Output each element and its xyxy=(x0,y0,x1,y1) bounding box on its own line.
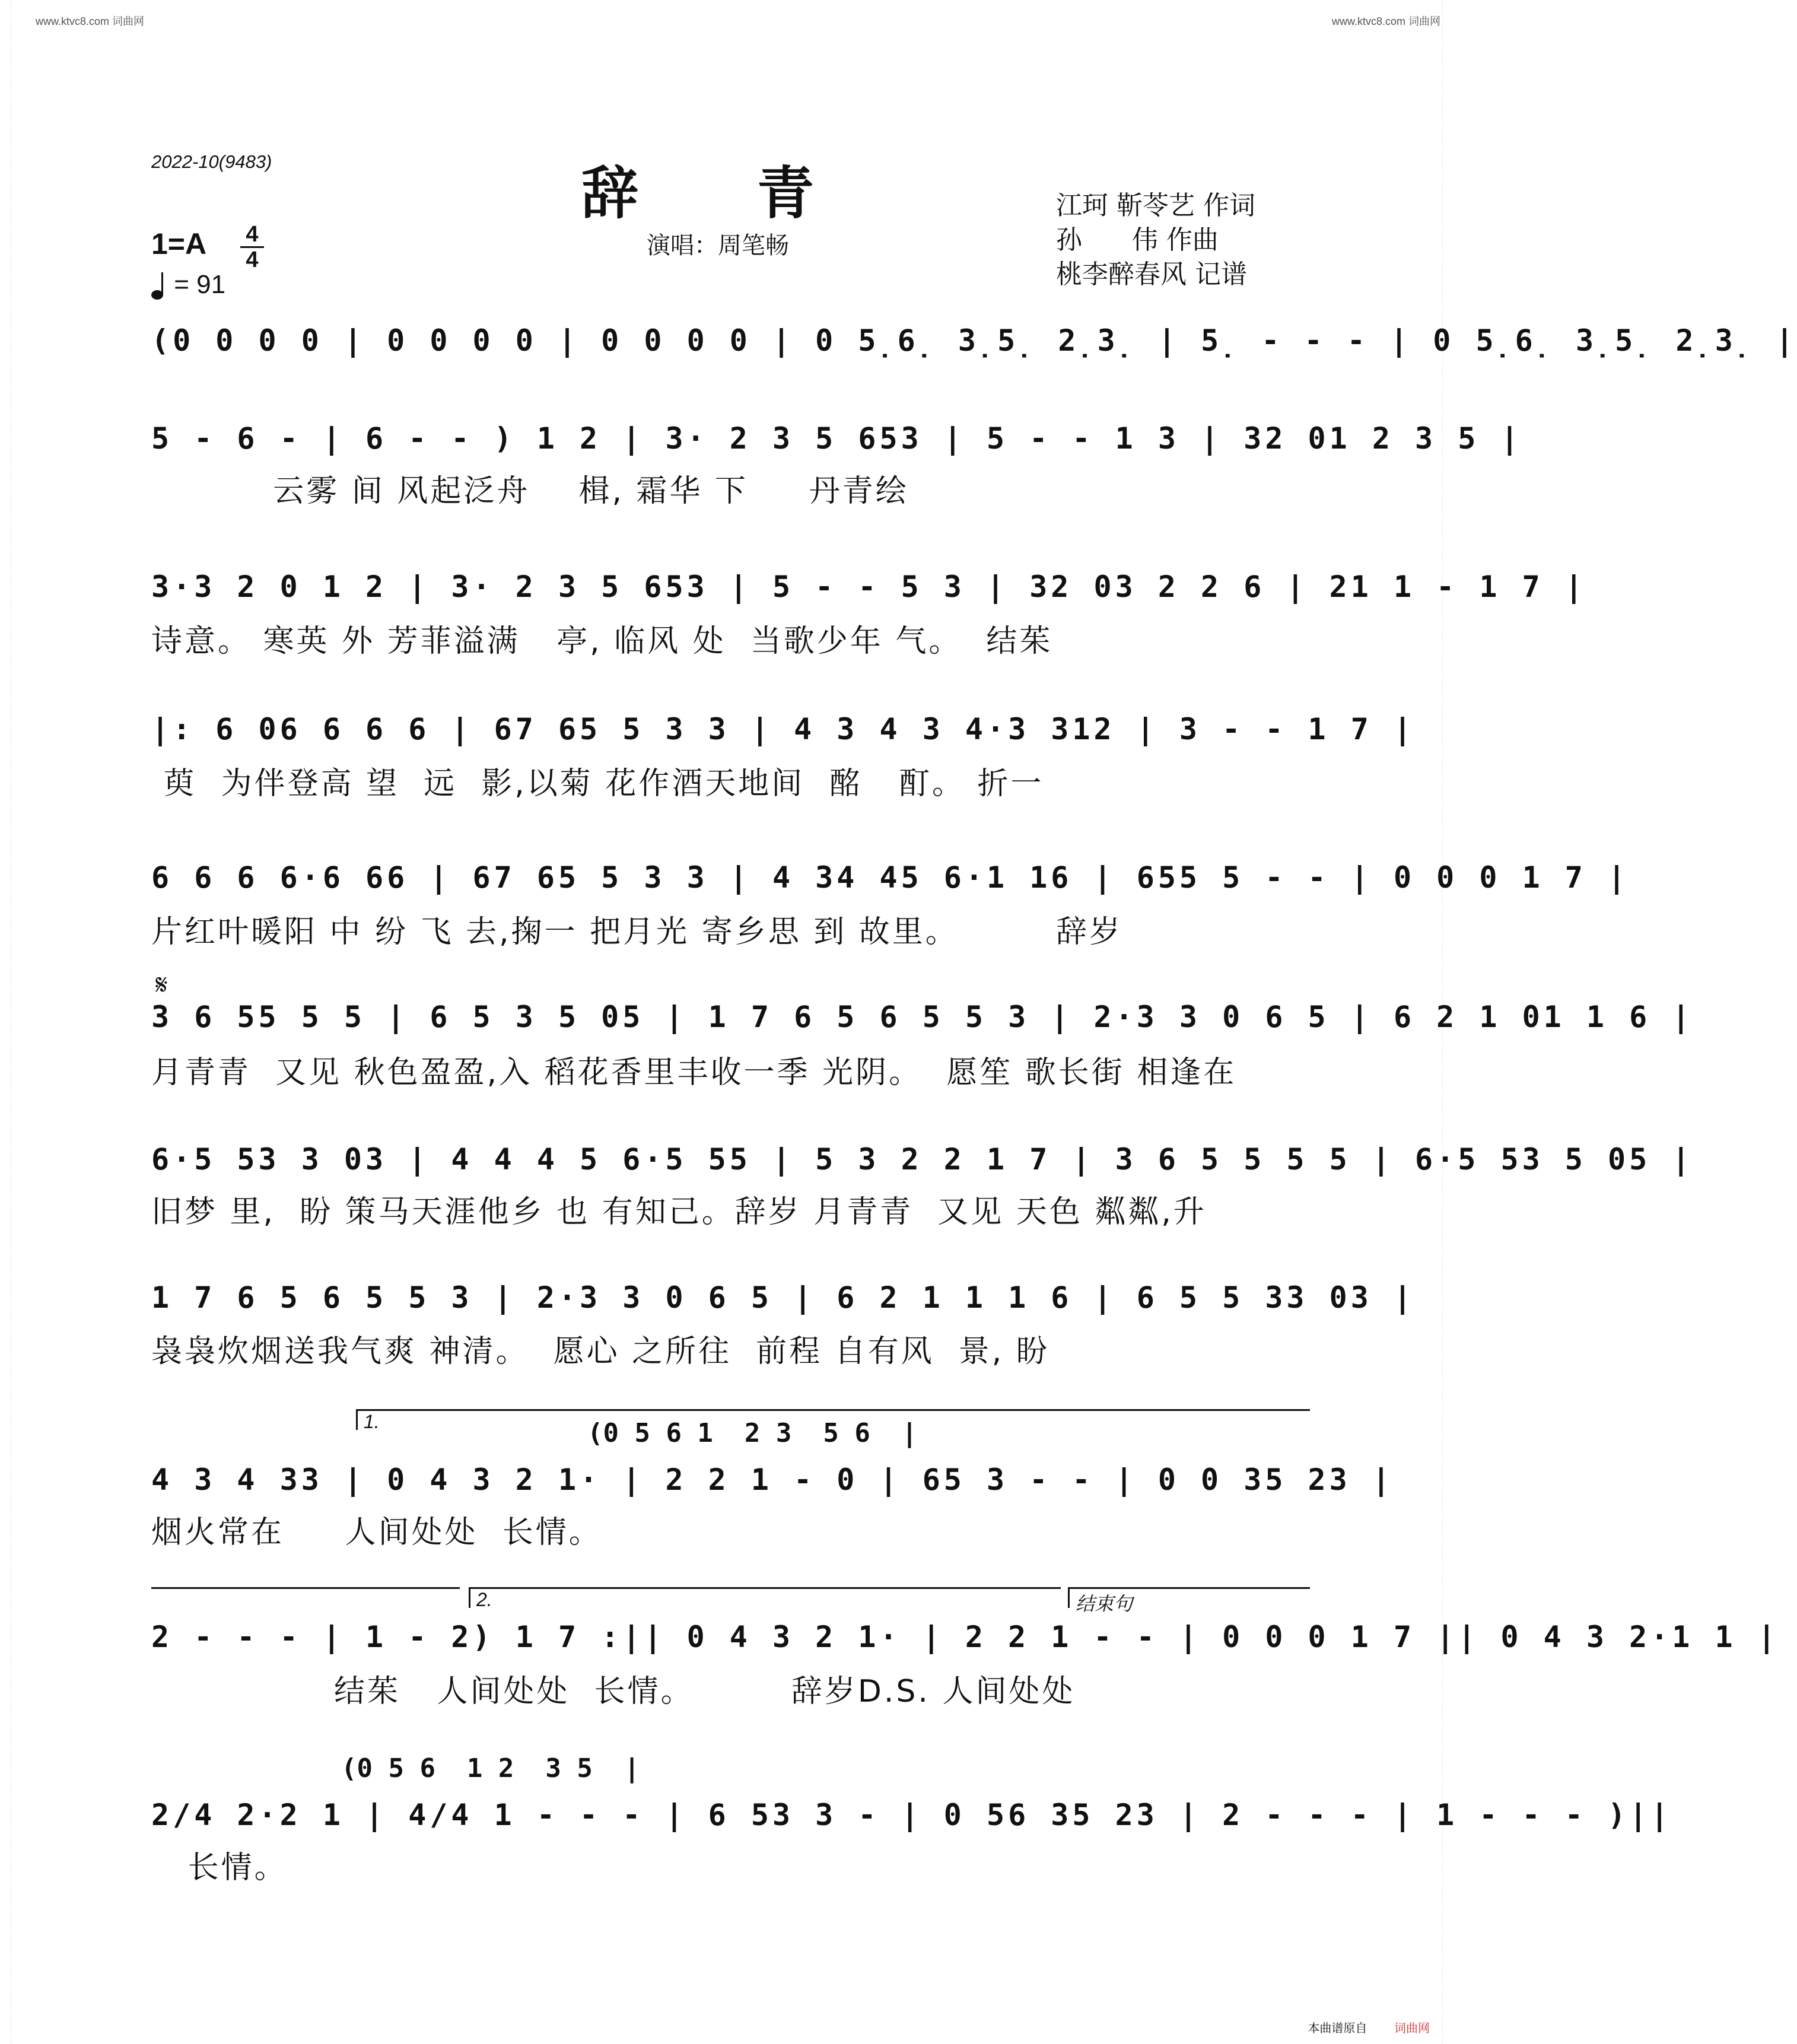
singer-credit: 演唱：周笔畅 xyxy=(647,232,789,259)
key-signature: 1=A xyxy=(151,227,207,260)
volta-label-2: 2. xyxy=(476,1589,492,1610)
score-line-1: (0 0 0 0 | 0 0 0 0 | 0 0 0 0 | 0 5̣6̣ 3̣5̣ 2̣3̣ | 5̣ - - - | 0 5̣6̣ 3̣5̣ 2̣3̣ | xyxy=(151,323,1797,358)
lyric-line-8: 袅袅炊烟送我气爽 神清。 愿心 之所往 前程 自有风 景, 盼 xyxy=(151,1334,1049,1369)
volta-bracket-2 xyxy=(469,1587,1061,1608)
author-credits xyxy=(1056,189,1255,292)
lyric-line-3: 诗意。 寒英 外 芳菲溢满 亭, 临风 处 当歌少年 气。 结茱 xyxy=(151,624,1053,659)
lyric-line-10: 结茱 人间处处 长情。 辞岁D.S. 人间处处 xyxy=(151,1674,1076,1709)
time-denominator: 4 xyxy=(246,247,259,272)
tempo-value: = 91 xyxy=(174,270,226,299)
transcriber-credit: 桃李醉春风 记谱 xyxy=(1056,259,1247,290)
lyric-line-6: 月青青 又见 秋色盈盈,入 稻花香里丰收一季 光阴。 愿笙 歌长街 相逢在 xyxy=(151,1055,1237,1091)
lyric-line-9: 烟火常在 人间处处 长情。 xyxy=(151,1515,602,1550)
watermark-left: www.ktvc8.com 词曲网 xyxy=(36,15,145,27)
prelude-notes-1: (0 5 6 1 2 3 5 6 | xyxy=(587,1418,918,1448)
prelude-notes-2: (0 5 6 1 2 3 5 | xyxy=(341,1753,640,1784)
time-signature xyxy=(240,222,264,272)
score-line-2: 5 - 6 - | 6 - - ) 1 2 | 3· 2 3 5 653 | 5 - - 1 3 | 32 01 2 3 5 | xyxy=(151,421,1522,456)
quarter-note-icon xyxy=(151,271,167,301)
score-line-7: 6·5 53 3 03 | 4 4 4 5 6·5 55 | 5 3 2 2 1 7 | 3 6 5 5 5 5 | 6·5 53 5 05 | xyxy=(151,1142,1694,1177)
tempo-marking xyxy=(151,270,225,301)
volta-line-continue xyxy=(151,1587,460,1589)
composer-credit: 孙 伟 作曲 xyxy=(1056,225,1219,255)
score-code: 2022-10(9483) xyxy=(151,151,272,172)
score-line-11: 2/4 2·2 1 | 4/4 1 - - - | 6 53 3 - | 0 56 35 23 | 2 - - - | 1 - - - )|| xyxy=(151,1798,1672,1832)
left-margin-strip xyxy=(0,0,11,2044)
score-line-9: 4 3 4 33 | 0 4 3 2 1· | 2 2 1 - 0 | 65 3 - - | 0 0 35 23 | xyxy=(151,1463,1394,1497)
volta-label-1: 1. xyxy=(364,1411,380,1432)
score-line-10: 2 - - - | 1 - 2) 1 7 :|| 0 4 3 2 1· | 2 2 1 - - | 0 0 0 1 7 || 0 4 3 2·1 1 | xyxy=(151,1620,1779,1654)
segno-sign: 𝄋 xyxy=(155,968,168,1002)
lyricist-credit: 江珂 靳苓艺 作词 xyxy=(1056,190,1255,221)
watermark-right: www.ktvc8.com 词曲网 xyxy=(1332,15,1441,27)
score-line-4: |: 6 06 6 6 6 | 67 65 5 3 3 | 4 3 4 3 4·3 312 | 3 - - 1 7 | xyxy=(151,712,1416,746)
score-line-6: 3 6 55 5 5 | 6 5 3 5 05 | 1 7 6 5 6 5 5 3 | 2·3 3 0 6 5 | 6 2 1 01 1 6 | xyxy=(151,1000,1694,1034)
footer-source-text: 本曲谱原自 xyxy=(1308,2022,1367,2035)
ending-bracket xyxy=(1068,1587,1310,1614)
footer-credit xyxy=(1308,2018,1430,2036)
song-title: 辞青 xyxy=(581,160,933,227)
score-line-3: 3·3 2 0 1 2 | 3· 2 3 5 653 | 5 - - 5 3 | 32 03 2 2 6 | 21 1 - 1 7 | xyxy=(151,570,1586,604)
footer-site-logo: 词曲网 xyxy=(1394,2022,1430,2035)
lyric-line-2: 云雾 间 风起泛舟 楫, 霜华 下 丹青绘 xyxy=(151,473,909,509)
time-numerator: 4 xyxy=(240,222,264,248)
score-line-5: 6 6 6 6·6 66 | 67 65 5 3 3 | 4 34 45 6·1 16 | 655 5 - - | 0 0 0 1 7 | xyxy=(151,860,1630,895)
ending-label: 结束句 xyxy=(1076,1593,1133,1614)
lyric-line-5: 片红叶暖阳 中 纷 飞 去,掬一 把月光 寄乡思 到 故里。 辞岁 xyxy=(151,914,1122,950)
lyric-line-4: 萸 为伴登高 望 远 影,以菊 花作酒天地间 酩 酊。 折一 xyxy=(151,766,1044,802)
lyric-line-11: 长情。 xyxy=(151,1850,288,1886)
score-line-8: 1 7 6 5 6 5 5 3 | 2·3 3 0 6 5 | 6 2 1 1 1 6 | 6 5 5 33 03 | xyxy=(151,1280,1416,1315)
lyric-line-7: 旧梦 里, 盼 策马天涯他乡 也 有知己。辞岁 月青青 又见 天色 粼粼,升 xyxy=(151,1194,1207,1230)
